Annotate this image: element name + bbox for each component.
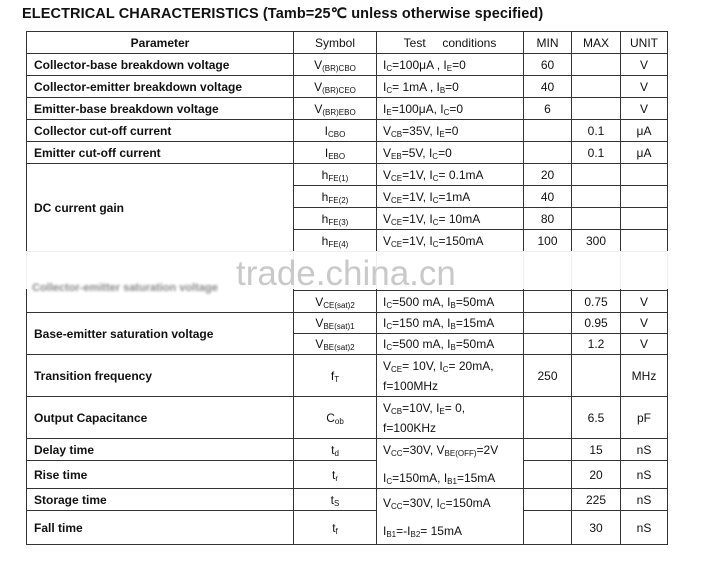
unit-cell: pF [621, 397, 668, 439]
header-row [27, 32, 668, 54]
max-cell: 6.5 [572, 397, 621, 439]
min-cell [524, 397, 572, 439]
symbol-cell: $V_{CE(sat)2}$ [294, 291, 377, 313]
min-cell: 20 [524, 164, 572, 186]
unit-cell: nS [621, 489, 668, 511]
symbol-cell: $t_d$ [294, 439, 377, 461]
table-row [27, 511, 668, 545]
symbol-cell: $V_{(BR)CBO}$ [294, 54, 377, 76]
max-cell: 0.1 [572, 120, 621, 142]
unit-cell [621, 186, 668, 208]
obscured-parameter-label: Collector-emitter saturation voltage [32, 282, 218, 294]
test-cell: $V_{CC}=30V$, $I_C=150mA$ $I_{B1}=-I_{B2}= 15mA$ [377, 489, 524, 545]
max-cell: 0.75 [572, 291, 621, 313]
test-cell: $V_{CE}=1V$, $I_C=150mA$ [377, 230, 524, 252]
table-row [27, 54, 668, 76]
param-cell: Delay time [27, 439, 294, 461]
test-cell: $V_{CE}= 10V$, $I_C= 20mA$, f=100MHz [377, 355, 524, 397]
param-cell: DC current gain [27, 164, 294, 252]
min-cell: 40 [524, 76, 572, 98]
test-cell: $V_{CC}=30V$, $V_{BE(OFF)}=2V$ $I_C=150mA$, $I_{B1}=15mA$ [377, 439, 524, 489]
max-cell: 300 [572, 230, 621, 252]
test-cell: $V_{EB}=5V$, $I_C=0$ [377, 142, 524, 164]
min-cell [524, 313, 572, 334]
symbol-cell: $f_T$ [294, 355, 377, 397]
max-cell [572, 98, 621, 120]
min-cell: 250 [524, 355, 572, 397]
max-cell [572, 186, 621, 208]
max-cell: 1.2 [572, 334, 621, 355]
unit-cell: V [621, 54, 668, 76]
param-cell: Emitter cut-off current [27, 142, 294, 164]
min-cell: 6 [524, 98, 572, 120]
symbol-cell: $C_{ob}$ [294, 397, 377, 439]
min-cell: 60 [524, 54, 572, 76]
max-cell: 30 [572, 511, 621, 545]
min-cell: 80 [524, 208, 572, 230]
unit-cell: nS [621, 461, 668, 489]
unit-cell: V [621, 334, 668, 355]
max-cell [572, 76, 621, 98]
unit-cell: V [621, 76, 668, 98]
max-cell [572, 355, 621, 397]
param-cell: Fall time [27, 511, 294, 545]
table-row [27, 355, 668, 397]
header-symbol: Symbol [294, 32, 377, 54]
test-cell: $I_C=500$ mA, $I_B=50mA$ [377, 291, 524, 313]
test-cell: $V_{CE}=1V$, $I_C= 10mA$ [377, 208, 524, 230]
param-cell: Output Capacitance [27, 397, 294, 439]
test-cell: $V_{CB}=10V$, $I_E= 0$, f=100KHz [377, 397, 524, 439]
max-cell [572, 54, 621, 76]
max-cell [572, 164, 621, 186]
min-cell [524, 489, 572, 511]
symbol-cell: $V_{(BR)EBO}$ [294, 98, 377, 120]
max-cell: 225 [572, 489, 621, 511]
param-cell: Transition frequency [27, 355, 294, 397]
param-cell: Rise time [27, 461, 294, 489]
min-cell [524, 511, 572, 545]
test-cell: $V_{CE}=1V$, $I_C= 0.1mA$ [377, 164, 524, 186]
watermark: trade.china.cn [236, 254, 456, 293]
symbol-cell: $I_{CBO}$ [294, 120, 377, 142]
min-cell: 40 [524, 186, 572, 208]
test-cell: $I_C= 1mA$ , $I_B=0$ [377, 76, 524, 98]
unit-cell: nS [621, 511, 668, 545]
table-row [27, 76, 668, 98]
test-cell: $V_{CE}=1V$, $I_C=1mA$ [377, 186, 524, 208]
symbol-cell: $t_S$ [294, 489, 377, 511]
table-row [27, 439, 668, 461]
min-cell [524, 291, 572, 313]
test-cell: $V_{CB}=35V$, $I_E=0$ [377, 120, 524, 142]
header-min: MIN [524, 32, 572, 54]
max-cell: 20 [572, 461, 621, 489]
symbol-cell: $V_{(BR)CEO}$ [294, 76, 377, 98]
min-cell: 100 [524, 230, 572, 252]
section-title: ELECTRICAL CHARACTERISTICS (Tamb=25℃ unless otherwise specified) [22, 6, 544, 22]
header-parameter: Parameter [27, 32, 294, 54]
min-cell [524, 120, 572, 142]
test-cell: $I_C=500$ mA, $I_B=50mA$ [377, 334, 524, 355]
unit-cell [621, 230, 668, 252]
param-cell: Emitter-base breakdown voltage [27, 98, 294, 120]
symbol-cell: $t_r$ [294, 461, 377, 489]
unit-cell: MHz [621, 355, 668, 397]
unit-cell: nS [621, 439, 668, 461]
table-row [27, 98, 668, 120]
table-row [27, 397, 668, 439]
max-cell: 15 [572, 439, 621, 461]
table-row [27, 313, 668, 334]
header-unit: UNIT [621, 32, 668, 54]
table-row [27, 142, 668, 164]
min-cell [524, 142, 572, 164]
table-row [27, 120, 668, 142]
symbol-cell: $V_{BE(sat)2}$ [294, 334, 377, 355]
param-cell: Collector-base breakdown voltage [27, 54, 294, 76]
symbol-cell: $t_f$ [294, 511, 377, 545]
table-row [27, 164, 668, 186]
param-cell: Storage time [27, 489, 294, 511]
param-cell: Base-emitter saturation voltage [27, 313, 294, 355]
test-cell: $I_C=150$ mA, $I_B=15mA$ [377, 313, 524, 334]
unit-cell: V [621, 313, 668, 334]
min-cell [524, 334, 572, 355]
table-row [27, 461, 668, 489]
symbol-cell: $h_{FE(4)}$ [294, 230, 377, 252]
unit-cell: V [621, 98, 668, 120]
symbol-cell: $I_{EBO}$ [294, 142, 377, 164]
test-cell: $I_C=100\mu A$ , $I_E=0$ [377, 54, 524, 76]
header-max: MAX [572, 32, 621, 54]
table-row [27, 489, 668, 511]
unit-cell: V [621, 291, 668, 313]
unit-cell: μA [621, 120, 668, 142]
max-cell: 0.95 [572, 313, 621, 334]
test-cell: $I_E=100\mu A$, $I_C=0$ [377, 98, 524, 120]
symbol-cell: $V_{BE(sat)1}$ [294, 313, 377, 334]
max-cell [572, 208, 621, 230]
min-cell [524, 439, 572, 461]
unit-cell: μA [621, 142, 668, 164]
max-cell: 0.1 [572, 142, 621, 164]
symbol-cell: $h_{FE(1)}$ [294, 164, 377, 186]
unit-cell [621, 208, 668, 230]
header-test-conditions: Test conditions [377, 32, 524, 54]
param-cell: Collector-emitter breakdown voltage [27, 76, 294, 98]
unit-cell [621, 164, 668, 186]
param-cell: Collector cut-off current [27, 120, 294, 142]
symbol-cell: $h_{FE(3)}$ [294, 208, 377, 230]
symbol-cell: $h_{FE(2)}$ [294, 186, 377, 208]
min-cell [524, 461, 572, 489]
